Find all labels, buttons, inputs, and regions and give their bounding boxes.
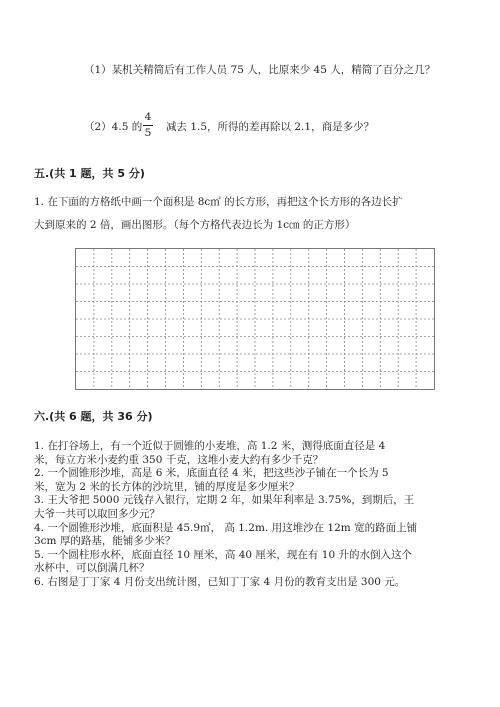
fraction-denominator: 5 <box>144 127 152 139</box>
question-4-1: （1）某机关精简后有工作人员 75 人，比原来少 45 人，精简了百分之几？ <box>84 64 436 76</box>
question-4-2-prefix: （2）4.5 的 <box>84 121 143 133</box>
section-5-question-line-2: 大到原来的 2 倍，画出图形。（每个方格代表边长为 1c㎝ 的正方形） <box>34 219 356 231</box>
question-line: 1. 在打谷场上，有一个近似于圆锥的小麦堆，高 1.2 米，测得底面直径是 4 <box>34 440 386 452</box>
fraction-bar <box>143 125 153 126</box>
question-line: 米，每立方米小麦约重 350 千克，这堆小麦大约有多少千克？ <box>34 453 324 466</box>
question-line: 3cm 厚的路基，能铺多少米？ <box>34 535 176 548</box>
question-line: 3. 王大爷把 5000 元钱存入银行，定期 2 年，如果年利率是 3.75%，到期后，王 <box>34 494 415 507</box>
question-line: 6. 右图是丁丁家 4 月份支出统计图，已知丁丁家 4 月份的教育支出是 300 元。 <box>34 575 406 588</box>
section-5-title: 五.(共 1 题，共 5 分) <box>34 167 145 180</box>
question-line: 5. 一个圆柱形水杯，底面直径 10 厘米，高 40 厘米，现在有 10 升的水倒入这个 <box>34 548 412 561</box>
question-line: 2. 一个圆锥形沙堆，高是 6 米，底面直径 4 米，把这些沙子铺在一个长为 5 <box>34 467 389 480</box>
grid-lines <box>76 249 436 391</box>
section-5-question-line-1: 1. 在下面的方格纸中画一个面积是 8c㎡ 的长方形，再把这个长方形的各边长扩 <box>34 196 403 208</box>
section-6-title: 六.(共 6 题，共 36 分) <box>34 410 153 423</box>
question-line: 大爷一共可以取回多少元？ <box>34 507 160 520</box>
question-line: 水杯中，可以倒满几杯？ <box>34 562 150 575</box>
question-line: 米，宽为 2 米的长方体的沙坑里，铺的厚度是多少厘米？ <box>34 480 300 493</box>
section-6-questions <box>34 440 464 590</box>
question-4-2-suffix: 减去 1.5，所得的差再除以 2.1，商是多少？ <box>166 121 375 133</box>
fraction-numerator: 4 <box>144 111 152 123</box>
question-line: 4. 一个圆锥形沙堆，底面积是 45.9㎡， 高 1.2m. 用这堆沙在 12m 宽的路面上铺 <box>34 521 418 534</box>
square-grid-paper <box>75 248 435 390</box>
